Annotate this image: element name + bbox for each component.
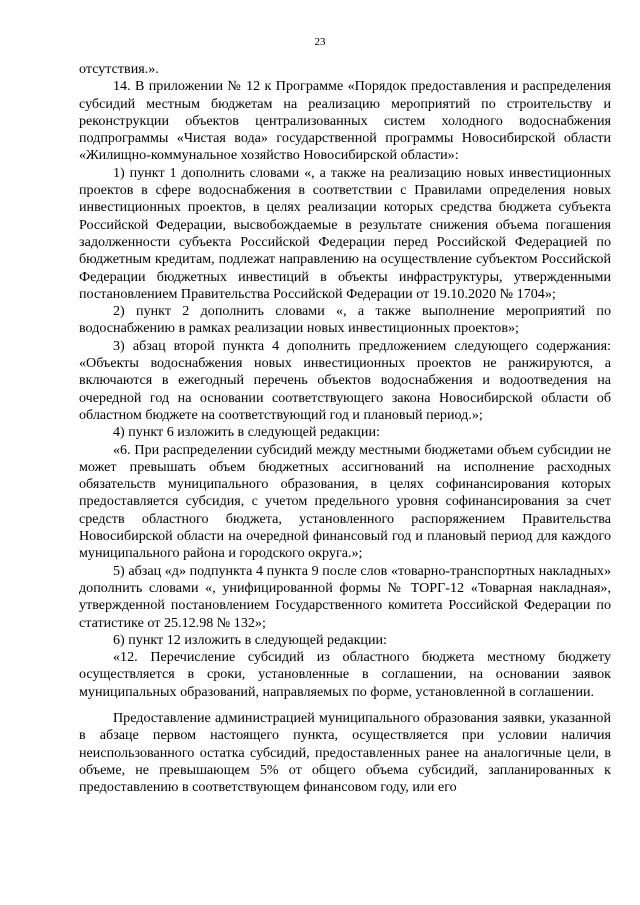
paragraph-item-14: 14. В приложении № 12 к Программе «Порядок предоставления и распределения субсидий местным бюджетам на реализацию мероприятий по строительству и реконструкции объектов централизованных систем холодного водоснабжения подпрограммы «Чистая вода» государственной программы Новосибирской области «Жилищно-коммунальное хозяйство Новосибирской области»: (79, 78, 611, 164)
paragraph-continuation: отсутствия.». (79, 61, 159, 77)
paragraph-point-12-second: Предоставление администрацией муниципального образования заявки, указанной в абзаце первом настоящего пункта, осуществляется при условии наличия неиспользованного остатка субсидий, предоставленных ранее на аналогичные цели, в объеме, не превышающем 5% от общего объема субсидий, запланированных к предоставлению в соответствующем финансовом году, или его (79, 709, 611, 796)
paragraph-point-6-text: «6. При распределении субсидий между местными бюджетами объем субсидии не может превышать объем бюджетных ассигнований на исполнение расходных обязательств муниципального образования, в целях софинансирования которых предоставляется субсидия, с учетом предельного уровня софинансирования за счет средств областного бюджета, установленного распоряжением Правительства Новосибирской области на очередной финансовый год и плановый период для каждого муниципального района и городского округа.»; (79, 441, 611, 562)
paragraph-subitem-5: 5) абзац «д» подпункта 4 пункта 9 после слов «товарно-транспортных накладных» дополнить словами «, унифицированной формы № ТОРГ-12 «Товарная накладная», утвержденной постановлением Государственного комитета Российской Федерации по статистике от 25.12.98 № 132»; (79, 562, 611, 631)
page-number: 23 (314, 36, 326, 48)
paragraph-subitem-1: 1) пункт 1 дополнить словами «, а также на реализацию новых инвестиционных проектов в сфере водоснабжения в соответствии с Правилами определения новых инвестиционных проектов, в целях реализации которых средства бюджета субъекта Российской Федерации, высвобождаемые в результате снижения объема погашения задолженности субъекта Российской Федерации перед Российской Федерацией по бюджетным кредитам, подлежат направлению на осуществление субъектом Российской Федерации бюджетных инвестиций в объекты инфраструктуры, утвержденными постановлением Правительства Российской Федерации от 19.10.2020 № 1704»; (79, 164, 611, 302)
paragraph-subitem-4: 4) пункт 6 изложить в следующей редакции: (113, 424, 380, 441)
paragraph-subitem-3: 3) абзац второй пункта 4 дополнить предложением следующего содержания: «Объекты водоснабжения новых инвестиционных проектов не ранжируются, а включаются в ежегодный перечень объектов водоснабжения и водоотведения на очередной год на основании соответствующего закона Новосибирской области об областном бюджете на соответствующий год и плановый период.»; (79, 337, 611, 423)
paragraph-subitem-6: 6) пункт 12 изложить в следующей редакции: (113, 631, 387, 648)
document-body (79, 61, 611, 796)
paragraph-point-12-text: «12. Перечисление субсидий из областного бюджета местному бюджету осуществляется в сроки, установленные в соглашении, на основании заявок муниципальных образований, направляемых по форме, установленной в соглашении. (79, 649, 611, 700)
paragraph-subitem-2: 2) пункт 2 дополнить словами «, а также выполнение мероприятий по водоснабжению в рамках реализации новых инвестиционных проектов»; (79, 303, 611, 337)
